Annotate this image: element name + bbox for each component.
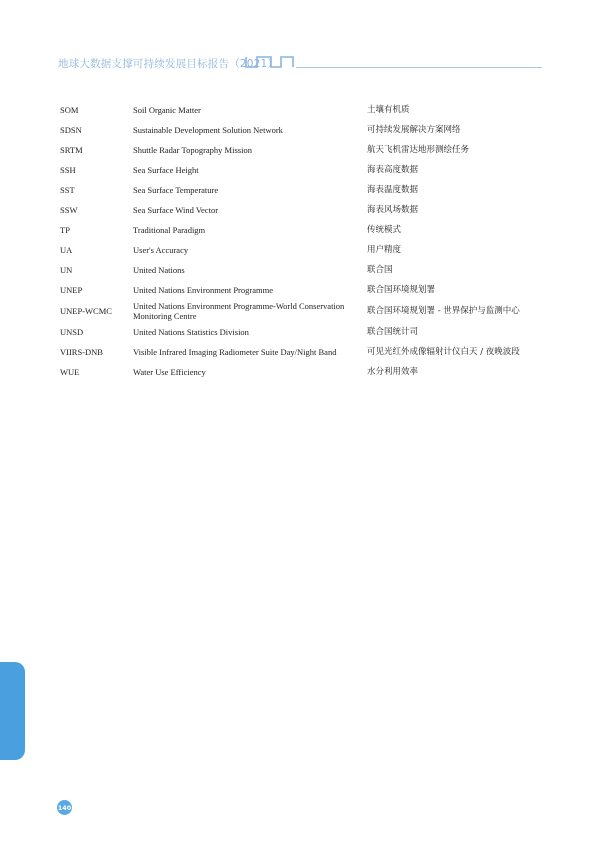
table-row (60, 322, 550, 342)
header-step-ornament (245, 54, 297, 70)
abbreviation-english: Water Use Efficiency (133, 367, 206, 377)
abbreviation-chinese: 航天飞机雷达地形测绘任务 (367, 145, 470, 155)
abbreviation-code: UNSD (60, 327, 84, 337)
table-row (60, 240, 550, 260)
abbreviation-chinese: 联合国 (367, 265, 393, 275)
abbreviation-code: TP (60, 225, 70, 235)
header-rule (296, 67, 542, 68)
abbreviation-code: UNEP-WCMC (60, 306, 112, 316)
table-row (60, 220, 550, 240)
abbreviation-english: United Nations Statistics Division (133, 327, 249, 337)
abbreviation-english: Visible Infrared Imaging Radiometer Suite Day/Night Band (133, 347, 337, 357)
abbreviation-code: SSH (60, 165, 76, 175)
table-row (60, 362, 550, 382)
abbreviation-english: Sea Surface Wind Vector (133, 205, 219, 215)
abbreviation-code: UA (60, 245, 73, 255)
abbreviation-chinese: 海表风场数据 (367, 205, 419, 215)
abbreviation-english: Sea Surface Temperature (133, 185, 219, 195)
abbreviation-chinese: 水分利用效率 (367, 367, 419, 377)
abbreviation-english: Sea Surface Height (133, 165, 199, 175)
abbreviation-chinese: 海表高度数据 (367, 165, 419, 175)
abbreviation-english: United Nations Environment Programme-World Conservation Monitoring Centre (133, 301, 345, 321)
running-header-title: 地球大数据支撑可持续发展目标报告（2021） (58, 58, 279, 70)
abbreviation-chinese: 联合国环境规划署 - 世界保护与监测中心 (367, 306, 520, 316)
table-row (60, 180, 550, 200)
abbreviation-english: User's Accuracy (133, 245, 189, 255)
table-row (60, 300, 550, 322)
abbreviation-chinese: 联合国统计司 (367, 327, 419, 337)
abbreviation-chinese: 传统模式 (367, 225, 402, 235)
table-row (60, 120, 550, 140)
abbreviation-code: SST (60, 185, 75, 195)
abbreviation-code: UNEP (60, 285, 83, 295)
abbreviation-code: VIIRS-DNB (60, 347, 103, 357)
abbreviation-english: United Nations Environment Programme (133, 285, 273, 295)
abbreviation-code: WUE (60, 367, 80, 377)
abbreviation-chinese: 可见光红外成像辐射计仪白天 / 夜晚波段 (367, 347, 520, 357)
abbreviation-code: SSW (60, 205, 78, 215)
abbreviation-chinese: 土壤有机质 (367, 105, 410, 115)
abbreviation-english: Shuttle Radar Topography Mission (133, 145, 252, 155)
chapter-side-tab (0, 662, 25, 760)
table-row (60, 280, 550, 300)
table-row (60, 100, 550, 120)
page-number-badge: 140 (57, 800, 72, 815)
abbreviation-chinese: 海表温度数据 (367, 185, 419, 195)
abbreviation-chinese: 可持续发展解决方案网络 (367, 125, 461, 135)
abbreviation-code: UN (60, 265, 73, 275)
table-row (60, 200, 550, 220)
abbreviation-english: United Nations (133, 265, 185, 275)
table-row (60, 342, 550, 362)
abbreviation-english: Soil Organic Matter (133, 105, 201, 115)
abbreviation-table (60, 100, 550, 382)
abbreviation-english: Sustainable Development Solution Network (133, 125, 283, 135)
abbreviation-code: SRTM (60, 145, 83, 155)
abbreviation-code: SDSN (60, 125, 82, 135)
abbreviation-chinese: 联合国环境规划署 (367, 285, 436, 295)
abbreviation-chinese: 用户精度 (367, 245, 402, 255)
abbreviation-code: SOM (60, 105, 79, 115)
abbreviation-english: Traditional Paradigm (133, 225, 206, 235)
table-row (60, 140, 550, 160)
table-row (60, 160, 550, 180)
table-row (60, 260, 550, 280)
